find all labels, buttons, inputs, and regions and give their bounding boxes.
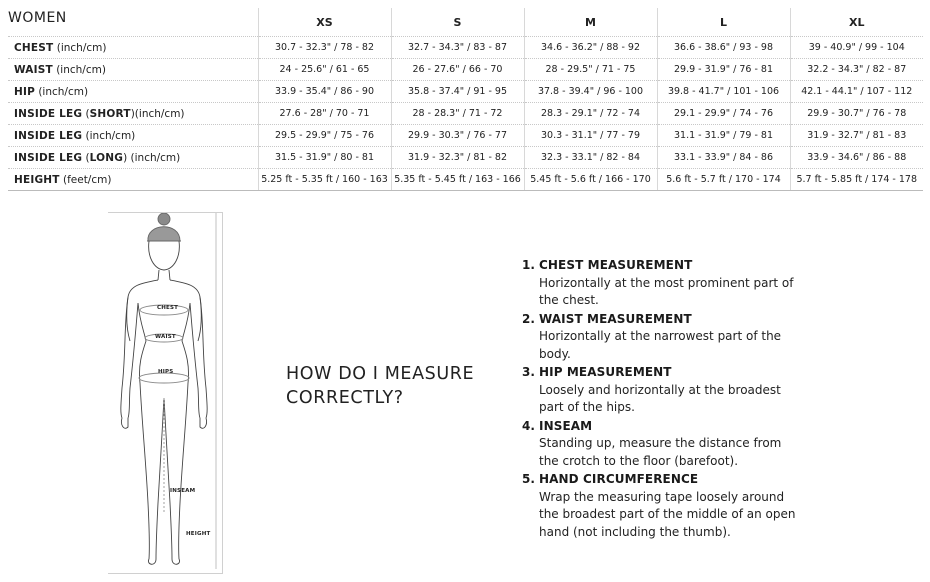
section-label-women: WOMEN bbox=[8, 8, 258, 37]
measurement-unit: (inch/cm) bbox=[35, 85, 89, 98]
step-description-line: Horizontally at the narrowest part of the bbox=[539, 329, 782, 343]
step-number: 1. bbox=[522, 258, 535, 272]
measurement-name: INSIDE LEG bbox=[14, 129, 83, 142]
size-chart-table bbox=[8, 8, 923, 191]
measurement-variant: SHORT bbox=[89, 107, 131, 120]
instruction-step bbox=[522, 418, 812, 471]
size-value-cell: 29.9 - 30.7" / 76 - 78 bbox=[790, 103, 923, 125]
measurement-name: INSIDE LEG bbox=[14, 107, 83, 120]
size-value-cell: 28.3 - 29.1" / 72 - 74 bbox=[524, 103, 657, 125]
size-value-cell: 27.6 - 28" / 70 - 71 bbox=[258, 103, 391, 125]
step-title: HIP MEASUREMENT bbox=[539, 365, 672, 379]
step-title: INSEAM bbox=[539, 418, 593, 433]
step-description-line: the crotch to the floor (barefoot). bbox=[539, 453, 739, 468]
measurement-unit: (inch/cm) bbox=[53, 41, 107, 54]
measurement-label bbox=[8, 147, 258, 169]
size-header-l: L bbox=[657, 8, 790, 37]
measurement-unit: ) (inch/cm) bbox=[123, 151, 181, 164]
step-body bbox=[539, 257, 812, 310]
measurement-paren-open: ( bbox=[82, 107, 90, 120]
size-value-cell: 29.9 - 30.3" / 76 - 77 bbox=[391, 125, 524, 147]
step-body bbox=[539, 311, 812, 364]
figure-label-waist: WAIST bbox=[155, 334, 176, 340]
measurement-label bbox=[8, 81, 258, 103]
step-number: 3. bbox=[522, 365, 535, 379]
measurement-label bbox=[8, 37, 258, 59]
size-header-m: M bbox=[524, 8, 657, 37]
instruction-step bbox=[522, 257, 812, 310]
size-value-cell: 35.8 - 37.4" / 91 - 95 bbox=[391, 81, 524, 103]
measurement-label bbox=[8, 103, 258, 125]
measurement-name: HEIGHT bbox=[14, 173, 60, 186]
step-description-line: body. bbox=[539, 346, 571, 361]
size-value-cell: 31.9 - 32.3" / 81 - 82 bbox=[391, 147, 524, 169]
size-value-cell: 5.7 ft - 5.85 ft / 174 - 178 bbox=[790, 169, 923, 191]
size-row bbox=[8, 169, 923, 191]
figure-label-chest: CHEST bbox=[157, 305, 179, 311]
size-row bbox=[8, 37, 923, 59]
size-row bbox=[8, 125, 923, 147]
step-title: CHEST MEASUREMENT bbox=[539, 258, 693, 272]
size-value-cell: 32.3 - 33.1" / 82 - 84 bbox=[524, 147, 657, 169]
size-value-cell: 36.6 - 38.6" / 93 - 98 bbox=[657, 37, 790, 59]
measurement-unit: (inch/cm) bbox=[82, 129, 136, 142]
size-row bbox=[8, 147, 923, 169]
measurement-label bbox=[8, 59, 258, 81]
size-value-cell: 5.35 ft - 5.45 ft / 163 - 166 bbox=[391, 169, 524, 191]
size-value-cell: 5.6 ft - 5.7 ft / 170 - 174 bbox=[657, 169, 790, 191]
measurement-unit: )(inch/cm) bbox=[130, 107, 185, 120]
size-value-cell: 29.9 - 31.9" / 76 - 81 bbox=[657, 59, 790, 81]
size-value-cell: 31.5 - 31.9" / 80 - 81 bbox=[258, 147, 391, 169]
size-value-cell: 39.8 - 41.7" / 101 - 106 bbox=[657, 81, 790, 103]
size-value-cell: 37.8 - 39.4" / 96 - 100 bbox=[524, 81, 657, 103]
size-value-cell: 5.25 ft - 5.35 ft / 160 - 163 bbox=[258, 169, 391, 191]
size-value-cell: 33.1 - 33.9" / 84 - 86 bbox=[657, 147, 790, 169]
size-value-cell: 29.5 - 29.9" / 75 - 76 bbox=[258, 125, 391, 147]
step-title: WAIST MEASUREMENT bbox=[539, 311, 692, 326]
size-value-cell: 31.9 - 32.7" / 81 - 83 bbox=[790, 125, 923, 147]
size-value-cell: 26 - 27.6" / 66 - 70 bbox=[391, 59, 524, 81]
size-value-cell: 5.45 ft - 5.6 ft / 166 - 170 bbox=[524, 169, 657, 191]
step-description-line: the chest. bbox=[539, 293, 599, 307]
measurement-label bbox=[8, 169, 258, 191]
measurement-label bbox=[8, 125, 258, 147]
measurement-unit: (inch/cm) bbox=[52, 63, 106, 76]
step-description-line: part of the hips. bbox=[539, 400, 635, 414]
size-row bbox=[8, 59, 923, 81]
figure-label-height: HEIGHT bbox=[186, 531, 211, 537]
size-header-s: S bbox=[391, 8, 524, 37]
step-body bbox=[539, 418, 812, 471]
size-value-cell: 28 - 29.5" / 71 - 75 bbox=[524, 59, 657, 81]
instruction-step bbox=[522, 311, 812, 364]
size-value-cell: 34.6 - 36.2" / 88 - 92 bbox=[524, 37, 657, 59]
measurement-instructions-list bbox=[522, 257, 812, 542]
step-body bbox=[539, 471, 812, 541]
size-value-cell: 29.1 - 29.9" / 74 - 76 bbox=[657, 103, 790, 125]
step-number: 4. bbox=[522, 418, 535, 433]
size-header-xl: XL bbox=[790, 8, 923, 37]
step-number: 2. bbox=[522, 311, 535, 326]
measurement-unit: (feet/cm) bbox=[59, 173, 112, 186]
figure-label-hips: HIPS bbox=[158, 369, 174, 375]
measurement-variant: LONG bbox=[89, 151, 124, 164]
step-description-line: Wrap the measuring tape loosely around bbox=[539, 489, 785, 504]
how-to-measure-title bbox=[286, 362, 496, 410]
step-description-line: Standing up, measure the distance from bbox=[539, 436, 782, 450]
measurement-paren-open: ( bbox=[82, 151, 90, 164]
size-value-cell: 24 - 25.6" / 61 - 65 bbox=[258, 59, 391, 81]
measurement-name: HIP bbox=[14, 85, 35, 98]
measurement-name: CHEST bbox=[14, 41, 54, 54]
size-value-cell: 42.1 - 44.1" / 107 - 112 bbox=[790, 81, 923, 103]
step-number: 5. bbox=[522, 472, 535, 486]
size-value-cell: 28 - 28.3" / 71 - 72 bbox=[391, 103, 524, 125]
body-silhouette-illustration bbox=[108, 213, 222, 573]
instruction-step bbox=[522, 364, 812, 417]
step-description-line: hand (not including the thumb). bbox=[539, 524, 731, 539]
measurement-name: WAIST bbox=[14, 63, 53, 76]
size-header-xs: XS bbox=[258, 8, 391, 37]
size-value-cell: 30.7 - 32.3" / 78 - 82 bbox=[258, 37, 391, 59]
figure-label-inseam: INSEAM bbox=[170, 488, 196, 494]
size-header-row bbox=[8, 8, 923, 37]
size-value-cell: 32.2 - 34.3" / 82 - 87 bbox=[790, 59, 923, 81]
size-value-cell: 39 - 40.9" / 99 - 104 bbox=[790, 37, 923, 59]
size-value-cell: 31.1 - 31.9" / 79 - 81 bbox=[657, 125, 790, 147]
how-to-measure-title-line-2: CORRECTLY? bbox=[286, 388, 404, 408]
size-value-cell: 33.9 - 34.6" / 86 - 88 bbox=[790, 147, 923, 169]
size-row bbox=[8, 81, 923, 103]
step-description-line: Horizontally at the most prominent part of bbox=[539, 275, 794, 290]
size-value-cell: 30.3 - 31.1" / 77 - 79 bbox=[524, 125, 657, 147]
step-description-line: the broadest part of the middle of an open bbox=[539, 507, 796, 521]
how-to-measure-title-line-1: HOW DO I MEASURE bbox=[286, 364, 475, 384]
size-value-cell: 33.9 - 35.4" / 86 - 90 bbox=[258, 81, 391, 103]
size-value-cell: 32.7 - 34.3" / 83 - 87 bbox=[391, 37, 524, 59]
size-row bbox=[8, 103, 923, 125]
measurement-name: INSIDE LEG bbox=[14, 151, 83, 164]
step-title: HAND CIRCUMFERENCE bbox=[539, 472, 699, 486]
body-figure-panel bbox=[108, 212, 223, 574]
step-description-line: Loosely and horizontally at the broadest bbox=[539, 382, 781, 397]
step-body bbox=[539, 364, 812, 417]
instruction-step bbox=[522, 471, 812, 541]
